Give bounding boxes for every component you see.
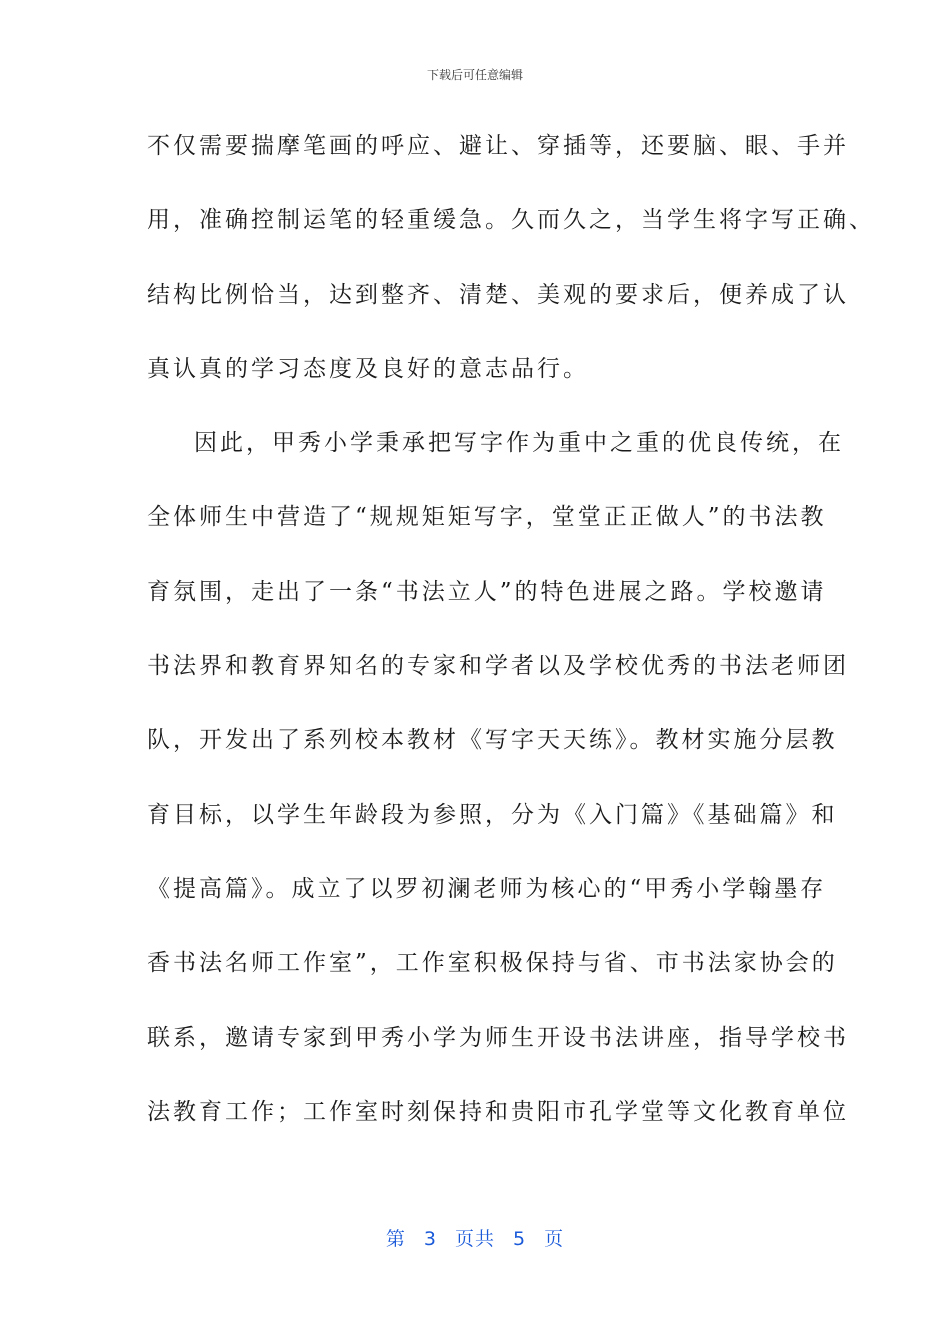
text-line: 真认真的学习态度及良好的意志品行。 [147,355,589,382]
total-pages-number: 5 [513,1228,527,1250]
text-line: 全体师生中营造了“规规矩矩写字，堂堂正正做人”的书法教 [147,504,827,531]
footer-suffix: 页 [544,1228,565,1250]
body-text [147,120,875,1160]
text-line: 法教育工作；工作室时刻保持和贵阳市孔学堂等文化教育单位 [147,1098,849,1125]
paragraph-2 [147,417,849,1160]
text-line: 队，开发出了系列校本教材《写字天天练》。教材实施分层教 [147,727,838,754]
text-line: 结构比例恰当，达到整齐、清楚、美观的要求后，便养成了认 [147,281,849,308]
text-line: 育氛围，走出了一条“书法立人”的特色进展之路。学校邀请 [147,578,827,605]
text-line: 《提高篇》。成立了以罗初澜老师为核心的“甲秀小学翰墨存 [147,875,827,902]
text-line: 联系，邀请专家到甲秀小学为师生开设书法讲座，指导学校书 [147,1024,849,1051]
text-line: 书法界和教育界知名的专家和学者以及学校优秀的书法老师团 [147,653,849,680]
text-line: 香书法名师工作室”，工作室积极保持与省、市书法家协会的 [147,950,838,977]
page-footer [0,1224,950,1251]
paragraph-1 [147,120,875,417]
footer-middle: 页共 [454,1228,495,1250]
text-line: 用，准确控制运笔的轻重缓急。久而久之，当学生将字写正确、 [147,207,875,234]
page-header: 下载后可任意编辑 [426,68,523,82]
current-page-number: 3 [423,1228,437,1250]
footer-prefix: 第 [385,1228,406,1250]
text-line: 因此，甲秀小学秉承把写字作为重中之重的优良传统，在 [194,430,844,457]
text-line: 不仅需要揣摩笔画的呼应、避让、穿插等，还要脑、眼、手并 [147,133,849,159]
text-line: 育目标，以学生年龄段为参照，分为《入门篇》《基础篇》和 [147,801,838,828]
